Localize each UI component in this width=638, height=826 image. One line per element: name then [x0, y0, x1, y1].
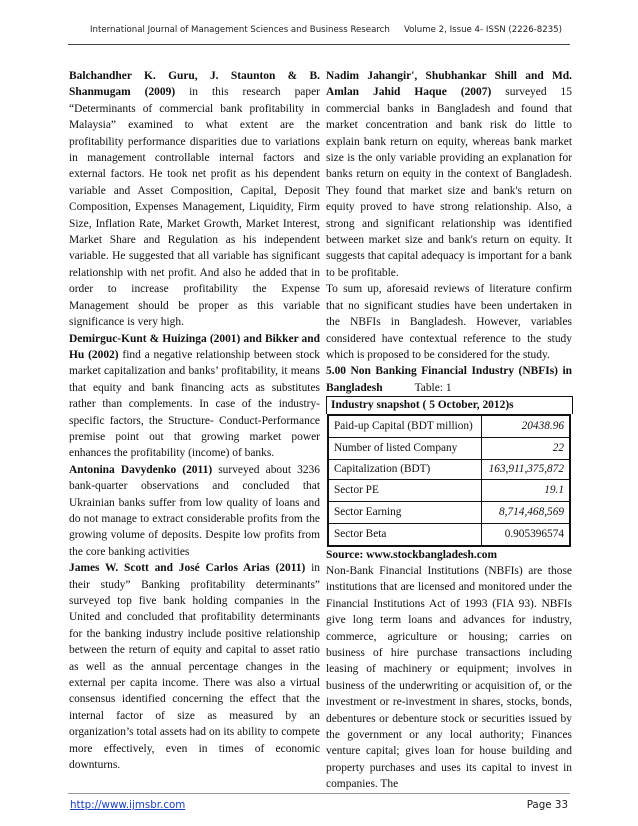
table-row — [328, 523, 570, 546]
right-column — [326, 68, 572, 793]
row-value: 0.905396574 — [481, 523, 570, 546]
page-header — [68, 14, 570, 45]
table-source: Source: www.stockbangladesh.com — [326, 548, 498, 561]
citation-heading: Balchandher K. Guru, J. Staunton & B. Shanmugam (2009) — [69, 70, 320, 99]
paragraph-text: in their study” Banking profitability determinants” surveyed top five bank holding companies in the United and concluded that profitability determinants for the banking industry include positive relationship between the return of equity and capital to asset ratio as well as the annual percentage changes in the external per capita income. There was also a virtual consensus identified concerning the effect that the internal factor of size as measured by an organization’s total assets had on its ability to compete more effectively, even in times of economic downturns. — [69, 562, 320, 772]
table-row — [328, 479, 570, 501]
paragraph-text: surveyed 15 commercial banks in Bangladesh and found that market concentration and bank risk do little to explain bank return on equity, whereas bank market size is the only variable providing an explanation for banks return on equity in the context of Bangladesh. They found that market size and bank's return on equity proved to have strong relationship. Also, a strong and significant relationship was identified between market size and bank's return on equity. It suggests that capital adequacy is important for a bank to be profitable. — [326, 86, 572, 279]
paragraph-text: in this research paper “Determinants of commercial bank profitability in Malaysia” examined to what extent are the profitability performance disparities due to variations in management controllable internal factors and external factors. He took net profit as his dependent variable and Asset Composition, Capital, Deposit Composition, Expenses Management, Liquidity, Firm Size, Inflation Rate, Market Growth, Market Interest, Market Share and Regulation as his independent variable. He suggested that all variable has significant relationship with net profit. And also he added that in order to increase profitability the Expense Management should be proper as this variable significance is very high. — [69, 86, 320, 329]
citation-heading: Nadim Jahangir', Shubhankar Shill and Md. Amlan Jahid Haque (2007) — [326, 70, 572, 99]
industry-snapshot-table — [327, 414, 571, 547]
row-label: Sector PE — [328, 479, 481, 501]
paragraph-scott — [69, 560, 320, 773]
paragraph-demirguc — [69, 331, 320, 462]
table-label: Table: 1 — [414, 381, 452, 394]
section-heading: 5.00 Non Banking Financial Industry (NBFIs) in Bangladesh Table: 1 — [326, 365, 572, 394]
table-row — [328, 415, 570, 438]
paragraph-jahangir — [326, 68, 572, 281]
row-label: Sector Earning — [328, 501, 481, 523]
snapshot-title: Industry snapshot ( 5 October, 2012)s — [326, 396, 573, 413]
row-value: 20438.96 — [481, 415, 570, 438]
table-row — [328, 501, 570, 523]
paragraph-summary: To sum up, aforesaid reviews of literature confirm that no significant studies have been undertaken in the NBFIs in Bangladesh. However, variables considered have contextual reference to the study which is proposed to be considered for the study. — [326, 283, 572, 361]
paragraph-text: find a negative relationship between stock market capitalization and banks’ profitability, it means that equity and bank financing acts as substitutes rather than complements. In case of the industry-specific factors, the Structure- Conduct-Performance premise point out that growing market power enhances the profitability (income) of banks. — [69, 348, 320, 460]
volume-info: Volume 2, Issue 4- ISSN (2226-8235) — [403, 25, 562, 35]
row-value: 19.1 — [481, 479, 570, 501]
row-value: 22 — [481, 437, 570, 459]
citation-heading: Demirguc-Kunt & Huizinga (2001) and Bikker and Hu (2002) — [69, 332, 320, 361]
row-label: Capitalization (BDT) — [328, 459, 481, 479]
journal-link[interactable]: http://www.ijmsbr.com — [70, 799, 186, 811]
row-value: 8,714,468,569 — [481, 501, 570, 523]
citation-heading: Antonina Davydenko (2011) — [69, 463, 213, 476]
citation-heading: James W. Scott and José Carlos Arias (2011) — [69, 562, 306, 575]
journal-title: International Journal of Management Sciences and Business Research — [90, 25, 390, 35]
paragraph-guru — [69, 68, 320, 331]
row-label: Paid-up Capital (BDT million) — [328, 415, 481, 438]
paragraph-text: surveyed about 3236 bank-quarter observations and concluded that Ukrainian banks suffer from low quality of loans and do not manage to extract considerable profits from the growing volume of deposits. Despite low profits from the core banking activities — [69, 463, 320, 558]
row-label: Number of listed Company — [328, 437, 481, 459]
paragraph-davydenko — [69, 462, 320, 560]
table-row — [328, 459, 570, 479]
row-label: Sector Beta — [328, 523, 481, 546]
page-footer — [68, 793, 570, 816]
table-row — [328, 437, 570, 459]
left-column — [69, 68, 320, 773]
row-value: 163,911,375,872 — [481, 459, 570, 479]
page-number: Page 33 — [526, 799, 568, 811]
paragraph-nbfi: Non-Bank Financial Institutions (NBFIs) are those institutions that are licensed and monitored under the Financial Institutions Act of 1993 (FIA 93). NBFIs give long term loans and advances for industry, commerce, agriculture or housing; carries on business of hire purchase transactions including leasing of machinery or equipment; involves in business of the underwriting or acquisition of, or the investment or re-investment in shares, stocks, bonds, debentures or debenture stock or securities issued by the government or any local authority; Finances venture capital; gives loan for house building and property purchases and uses its capital to invest in companies. The — [326, 564, 572, 791]
